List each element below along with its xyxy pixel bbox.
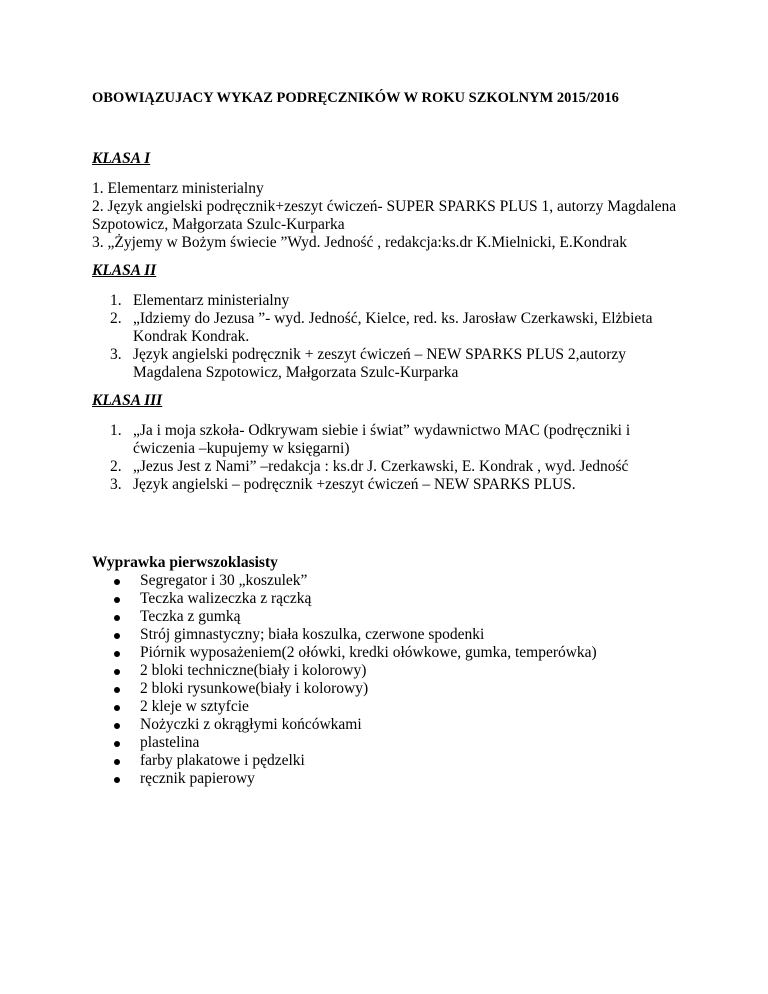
list-item-continuation: ćwiczenia –kupujemy w księgarni): [133, 440, 350, 457]
bullet-icon: [114, 579, 120, 585]
wyprawka-item: 2 bloki rysunkowe(biały i kolorowy): [140, 680, 369, 697]
wyprawka-item: Segregator i 30 „koszulek”: [140, 572, 308, 589]
wyprawka-item: 2 bloki techniczne(biały i kolorowy): [140, 662, 367, 679]
list-item-continuation: Kondrak Kondrak.: [133, 328, 250, 345]
wyprawka-item: Strój gimnastyczny; biała koszulka, czerwone spodenki: [140, 626, 485, 643]
bullet-icon: [114, 633, 120, 639]
wyprawka-item: Piórnik wyposażeniem(2 ołówki, kredki ołówkowe, gumka, temperówka): [140, 644, 597, 661]
list-item-continuation: Magdalena Szpotowicz, Małgorzata Szulc-Kurparka: [133, 364, 459, 381]
klasa-2-heading: KLASA II: [92, 262, 157, 279]
document-title: OBOWIĄZUJACY WYKAZ PODRĘCZNIKÓW W ROKU SZKOLNYM 2015/2016: [92, 90, 619, 106]
bullet-icon: [114, 759, 120, 765]
bullet-icon: [114, 615, 120, 621]
wyprawka-item: 2 kleje w sztyfcie: [140, 698, 249, 715]
klasa-1-heading: KLASA I: [92, 150, 151, 167]
list-item: Język angielski podręcznik + zeszyt ćwiczeń – NEW SPARKS PLUS 2,autorzy: [133, 346, 627, 363]
wyprawka-item: Nożyczki z okrągłymi końcówkami: [140, 716, 362, 733]
list-item: „Jezus Jest z Nami” –redakcja : ks.dr J. Czerkawski, E. Kondrak , wyd. Jedność: [133, 458, 629, 475]
bullet-icon: [114, 723, 120, 729]
list-item: Elementarz ministerialny: [133, 292, 290, 309]
bullet-icon: [114, 705, 120, 711]
wyprawka-item: plastelina: [140, 734, 200, 751]
klasa-3-heading: KLASA III: [92, 392, 163, 409]
list-number: 3.: [110, 346, 122, 363]
list-number: 2.: [110, 458, 122, 475]
bullet-icon: [114, 741, 120, 747]
wyprawka-item: ręcznik papierowy: [140, 770, 255, 787]
wyprawka-item: Teczka walizeczka z rączką: [140, 590, 312, 607]
list-item: „Idziemy do Jezusa ”- wyd. Jedność, Kielce, red. ks. Jarosław Czerkawski, Elżbieta: [133, 310, 653, 327]
klasa-1-line: 3. „Żyjemy w Bożym świecie ”Wyd. Jedność , redakcja:ks.dr K.Mielnicki, E.Kondrak: [92, 234, 627, 251]
bullet-icon: [114, 687, 120, 693]
wyprawka-item: farby plakatowe i pędzelki: [140, 752, 305, 769]
list-number: 3.: [110, 476, 122, 493]
bullet-icon: [114, 777, 120, 783]
list-number: 1.: [110, 292, 122, 309]
klasa-1-line: 2. Język angielski podręcznik+zeszyt ćwiczeń- SUPER SPARKS PLUS 1, autorzy Magdalena: [92, 198, 677, 215]
klasa-1-line: Szpotowicz, Małgorzata Szulc-Kurparka: [92, 216, 345, 233]
wyprawka-heading: Wyprawka pierwszoklasisty: [92, 554, 278, 571]
bullet-icon: [114, 651, 120, 657]
list-item: „Ja i moja szkoła- Odkrywam siebie i świat” wydawnictwo MAC (podręczniki i: [133, 422, 631, 439]
list-number: 1.: [110, 422, 122, 439]
bullet-icon: [114, 597, 120, 603]
list-item: Język angielski – podręcznik +zeszyt ćwiczeń – NEW SPARKS PLUS.: [133, 476, 576, 493]
list-number: 2.: [110, 310, 122, 327]
wyprawka-item: Teczka z gumką: [140, 608, 241, 625]
klasa-1-line: 1. Elementarz ministerialny: [92, 180, 264, 197]
bullet-icon: [114, 669, 120, 675]
